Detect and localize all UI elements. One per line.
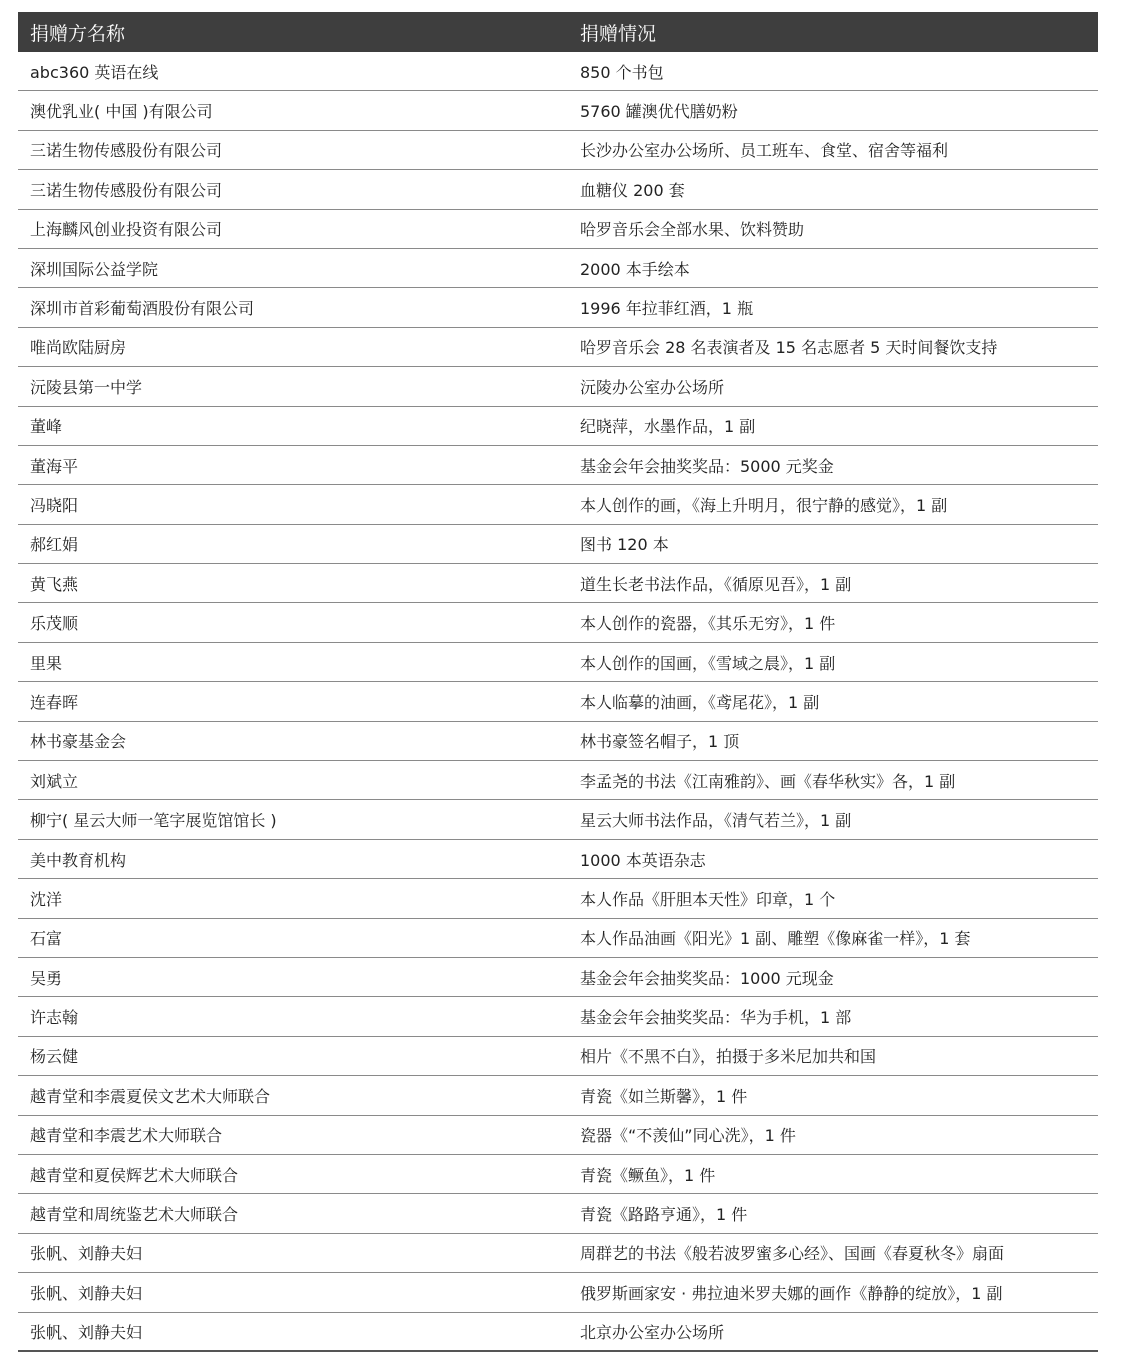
donor-name-cell: 越青堂和李震夏侯文艺术大师联合 bbox=[30, 1086, 271, 1106]
donation-details-cell: 青瓷《路路亨通》，1 件 bbox=[580, 1205, 748, 1225]
donor-name-cell: 张帆、刘静夫妇 bbox=[30, 1322, 143, 1342]
donor-name-cell: 黄飞燕 bbox=[30, 574, 79, 594]
donation-details-cell: 基金会年会抽奖奖品：华为手机，1 部 bbox=[580, 1008, 852, 1028]
donor-name-cell: 越青堂和李震艺术大师联合 bbox=[30, 1126, 223, 1146]
donor-name-cell: 冯晓阳 bbox=[30, 495, 79, 515]
donor-name-cell: 连春晖 bbox=[30, 692, 79, 712]
table-row bbox=[18, 958, 1098, 997]
donation-details-cell: 850 个书包 bbox=[580, 62, 664, 82]
donation-details-cell: 长沙办公室办公场所、员工班车、食堂、宿舍等福利 bbox=[580, 141, 949, 161]
table-header bbox=[18, 12, 1098, 52]
table-row bbox=[18, 131, 1098, 170]
table-row bbox=[18, 525, 1098, 564]
table-row bbox=[18, 249, 1098, 288]
table-row bbox=[18, 722, 1098, 761]
table-row bbox=[18, 997, 1098, 1036]
table-row bbox=[18, 328, 1098, 367]
table-row bbox=[18, 564, 1098, 603]
donor-name-cell: 郝红娟 bbox=[30, 535, 79, 555]
donor-name-cell: 刘斌立 bbox=[30, 771, 79, 791]
table-row bbox=[18, 210, 1098, 249]
table-row bbox=[18, 1273, 1098, 1312]
table-row bbox=[18, 800, 1098, 839]
donor-name-cell: 杨云健 bbox=[30, 1047, 79, 1067]
table-row bbox=[18, 1155, 1098, 1194]
donation-details-cell: 血糖仪 200 套 bbox=[580, 180, 685, 200]
donation-details-cell: 本人作品《肝胆本天性》印章，1 个 bbox=[580, 889, 836, 909]
donation-details-cell: 1000 本英语杂志 bbox=[580, 850, 706, 870]
donation-details-cell: 沅陵办公室办公场所 bbox=[580, 377, 725, 397]
table-body bbox=[18, 52, 1098, 1352]
table-row bbox=[18, 1116, 1098, 1155]
table-row bbox=[18, 1076, 1098, 1115]
donation-details-cell: 1996 年拉菲红酒，1 瓶 bbox=[580, 299, 754, 319]
donor-name-cell: 深圳国际公益学院 bbox=[30, 259, 159, 279]
table-row bbox=[18, 446, 1098, 485]
donation-details-cell: 本人临摹的油画，《鸢尾花》，1 副 bbox=[580, 692, 820, 712]
donor-name-cell: 三诺生物传感股份有限公司 bbox=[30, 180, 223, 200]
donor-name-cell: 里果 bbox=[30, 653, 63, 673]
donor-name-cell: 美中教育机构 bbox=[30, 850, 127, 870]
donor-name-cell: 澳优乳业( 中国 )有限公司 bbox=[30, 102, 213, 122]
donation-details-cell: 瓷器《“不羡仙”同心洗》，1 件 bbox=[580, 1126, 796, 1146]
donor-name-cell: 乐茂顺 bbox=[30, 614, 79, 634]
donation-details-cell: 相片《不黑不白》，拍摄于多米尼加共和国 bbox=[580, 1047, 877, 1067]
donation-details-cell: 林书豪签名帽子，1 顶 bbox=[580, 732, 740, 752]
donation-details-cell: 哈罗音乐会 28 名表演者及 15 名志愿者 5 天时间餐饮支持 bbox=[580, 338, 998, 358]
table-row bbox=[18, 761, 1098, 800]
donation-details-cell: 纪晓萍，水墨作品，1 副 bbox=[580, 417, 756, 437]
table-row bbox=[18, 407, 1098, 446]
table-row bbox=[18, 170, 1098, 209]
donation-details-cell: 北京办公室办公场所 bbox=[580, 1322, 725, 1342]
header-donation-details: 捐赠情况 bbox=[580, 22, 657, 45]
donation-details-cell: 道生长老书法作品，《循原见吾》，1 副 bbox=[580, 574, 852, 594]
donation-details-cell: 李孟尧的书法《江南雅韵》、画《春华秋实》各，1 副 bbox=[580, 771, 956, 791]
donor-name-cell: 董峰 bbox=[30, 417, 63, 437]
donation-details-cell: 本人创作的国画，《雪域之晨》，1 副 bbox=[580, 653, 836, 673]
donor-name-cell: 石富 bbox=[30, 929, 63, 949]
donation-details-cell: 5760 罐澳优代膳奶粉 bbox=[580, 102, 738, 122]
donation-details-cell: 本人创作的瓷器，《其乐无穷》，1 件 bbox=[580, 614, 836, 634]
donor-name-cell: 三诺生物传感股份有限公司 bbox=[30, 141, 223, 161]
donation-details-cell: 俄罗斯画家安 · 弗拉迪米罗夫娜的画作《静静的绽放》，1 副 bbox=[580, 1283, 1003, 1303]
donor-name-cell: 上海麟风创业投资有限公司 bbox=[30, 220, 223, 240]
donor-name-cell: 越青堂和夏侯辉艺术大师联合 bbox=[30, 1165, 239, 1185]
donor-name-cell: 许志翰 bbox=[30, 1008, 79, 1028]
table-row bbox=[18, 288, 1098, 327]
table-row bbox=[18, 919, 1098, 958]
header-donor-name: 捐赠方名称 bbox=[30, 22, 126, 45]
table-row bbox=[18, 643, 1098, 682]
table-row bbox=[18, 1234, 1098, 1273]
donation-details-cell: 图书 120 本 bbox=[580, 535, 669, 555]
donor-name-cell: 越青堂和周统鉴艺术大师联合 bbox=[30, 1205, 239, 1225]
donor-name-cell: 唯尚欧陆厨房 bbox=[30, 338, 127, 358]
donation-details-cell: 基金会年会抽奖奖品：1000 元现金 bbox=[580, 968, 834, 988]
table-row bbox=[18, 485, 1098, 524]
donor-name-cell: 吴勇 bbox=[30, 968, 63, 988]
donor-name-cell: 张帆、刘静夫妇 bbox=[30, 1283, 143, 1303]
table-row bbox=[18, 1194, 1098, 1233]
table-row bbox=[18, 603, 1098, 642]
donor-name-cell: 张帆、刘静夫妇 bbox=[30, 1244, 143, 1264]
donation-details-cell: 哈罗音乐会全部水果、饮料赞助 bbox=[580, 220, 805, 240]
donation-details-cell: 青瓷《鳜鱼》，1 件 bbox=[580, 1165, 716, 1185]
table-row bbox=[18, 1313, 1098, 1352]
table-row bbox=[18, 879, 1098, 918]
donation-table bbox=[18, 12, 1098, 1352]
table-row bbox=[18, 52, 1098, 91]
donation-details-cell: 基金会年会抽奖奖品：5000 元奖金 bbox=[580, 456, 834, 476]
donor-name-cell: 深圳市首彩葡萄酒股份有限公司 bbox=[30, 299, 255, 319]
table-row bbox=[18, 91, 1098, 130]
donation-details-cell: 周群艺的书法《般若波罗蜜多心经》、国画《春夏秋冬》扇面 bbox=[580, 1244, 1005, 1264]
donation-details-cell: 星云大师书法作品，《清气若兰》，1 副 bbox=[580, 811, 852, 831]
table-row bbox=[18, 682, 1098, 721]
donor-name-cell: 沅陵县第一中学 bbox=[30, 377, 143, 397]
donation-details-cell: 本人创作的画，《海上升明月，很宁静的感觉》，1 副 bbox=[580, 495, 948, 515]
donor-name-cell: 柳宁( 星云大师一笔字展览馆馆长 ) bbox=[30, 811, 277, 831]
donor-name-cell: 董海平 bbox=[30, 456, 79, 476]
donation-details-cell: 2000 本手绘本 bbox=[580, 259, 690, 279]
donor-name-cell: 沈洋 bbox=[30, 889, 63, 909]
donor-name-cell: 林书豪基金会 bbox=[30, 732, 127, 752]
donor-name-cell: abc360 英语在线 bbox=[30, 62, 159, 82]
donation-details-cell: 青瓷《如兰斯馨》，1 件 bbox=[580, 1086, 748, 1106]
donation-details-cell: 本人作品油画《阳光》1 副、雕塑《像麻雀一样》，1 套 bbox=[580, 929, 971, 949]
table-row bbox=[18, 367, 1098, 406]
table-row bbox=[18, 840, 1098, 879]
table-row bbox=[18, 1037, 1098, 1076]
